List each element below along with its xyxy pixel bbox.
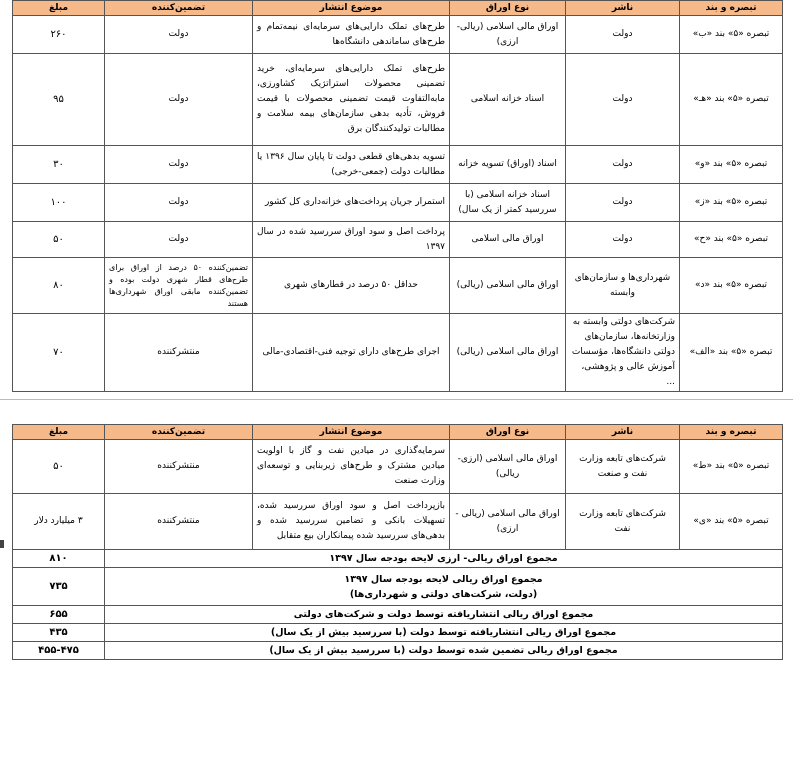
cell-issuer: شهرداری‌ها و سازمان‌های وابسته (566, 258, 680, 314)
cell-clause: تبصره «۵» بند «ز» (680, 184, 783, 222)
cell-clause: تبصره «۵» بند «ح» (680, 222, 783, 258)
cell-subject: استمرار جریان پرداخت‌های خزانه‌داری کل کشور (253, 184, 450, 222)
cell-type: اسناد خزانه اسلامی (با سررسید کمتر از یک سال) (450, 184, 566, 222)
header-clause: تبصره و بند (680, 1, 783, 16)
cell-type: اوراق مالی اسلامی (ریالی) (450, 258, 566, 314)
table-row (13, 54, 783, 146)
header-type: نوع اوراق (450, 1, 566, 16)
header-amount: مبلغ (13, 425, 105, 440)
summary-label: مجموع اوراق ریالی- ارزی لایحه بودجه سال ۱۳۹۷ (105, 550, 783, 568)
summary-sublabel: (دولت، شرکت‌های دولتی و شهرداری‌ها) (349, 588, 538, 600)
summary-label: مجموع اوراق ریالی لایحه بودجه سال ۱۳۹۷ (344, 573, 543, 585)
table-row (13, 314, 783, 392)
cell-subject: تسویه بدهی‌های قطعی دولت تا پایان سال ۱۳۹۶ یا مطالبات دولت (جمعی-خرجی) (253, 146, 450, 184)
table-row (13, 258, 783, 314)
cell-amount: ۸۰ (13, 258, 105, 314)
summary-row (13, 642, 783, 660)
cell-subject: اجرای طرح‌های دارای توجیه فنی-اقتصادی-مالی (253, 314, 450, 392)
summary-amount: ۶۵۵ (13, 606, 105, 624)
cell-issuer: شرکت‌های تابعه وزارت نفت (566, 494, 680, 550)
cell-clause: تبصره «۵» بند «د» (680, 258, 783, 314)
cell-issuer: دولت (566, 16, 680, 54)
budget-table-part1 (12, 0, 783, 392)
cell-amount: ۹۵ (13, 54, 105, 146)
cell-issuer: شرکت‌های تابعه وزارت نفت و صنعت (566, 440, 680, 494)
cell-type: اوراق مالی اسلامی (ریالی-ارزی) (450, 16, 566, 54)
cell-amount: ۵۰ (13, 222, 105, 258)
header-subject: موضوع انتشار (253, 1, 450, 16)
header-subject: موضوع انتشار (253, 425, 450, 440)
budget-table-part2 (12, 424, 783, 660)
table-row (13, 222, 783, 258)
header-guarantor: تضمین‌کننده (105, 1, 253, 16)
cell-guarantor: دولت (105, 16, 253, 54)
cell-subject: طرح‌های تملک دارایی‌های سرمایه‌ای، خرید تضمینی محصولات استراتژیک کشاورزی، مابه‌التفاوت قیمت تضمینی محصولات با قیمت فروش، تأدیه بدهی سازمان‌های بیمه سلامت و مطالبات تولیدکنندگان برق (253, 54, 450, 146)
cell-issuer: دولت (566, 184, 680, 222)
cell-amount: ۱۰۰ (13, 184, 105, 222)
cell-subject: بازپرداخت اصل و سود اوراق سررسید شده، تسهیلات بانکی و تضامین سررسید شده و بدهی‌های سررسید شده پیمانکاران بیع متقابل (253, 494, 450, 550)
cell-guarantor: منتشرکننده (105, 494, 253, 550)
summary-row (13, 624, 783, 642)
cell-subject: پرداخت اصل و سود اوراق سررسید شده در سال ۱۳۹۷ (253, 222, 450, 258)
summary-amount: ۴۵۵-۴۷۵ (13, 642, 105, 660)
cell-subject: سرمایه‌گذاری در میادین نفت و گاز با اولویت میادین مشترک و طرح‌های زیربنایی و توسعه‌ای وزارت صنعت (253, 440, 450, 494)
summary-amount: ۸۱۰ (13, 550, 105, 568)
summary-row (13, 606, 783, 624)
cell-amount: ۷۰ (13, 314, 105, 392)
table-header-row (13, 1, 783, 16)
cell-clause: تبصره «۵» بند «ب» (680, 16, 783, 54)
summary-row (13, 550, 783, 568)
cell-clause: تبصره «۵» بند «و» (680, 146, 783, 184)
cell-clause: تبصره «۵» بند «الف» (680, 314, 783, 392)
margin-marker (0, 540, 4, 548)
cell-subject: حداقل ۵۰ درصد در قطارهای شهری (253, 258, 450, 314)
summary-label: مجموع اوراق ریالی انتشاریافته توسط دولت و شرکت‌های دولتی (105, 606, 783, 624)
header-issuer: ناشر (566, 425, 680, 440)
cell-clause: تبصره «۵» بند «هـ» (680, 54, 783, 146)
cell-clause: تبصره «۵» بند «ط» (680, 440, 783, 494)
summary-amount: ۷۳۵ (13, 568, 105, 606)
cell-amount: ۳ میلیارد دلار (13, 494, 105, 550)
table-row (13, 16, 783, 54)
table-row (13, 146, 783, 184)
cell-type: اوراق مالی اسلامی (ریالی) (450, 314, 566, 392)
cell-issuer-text: شرکت‌های دولتی وابسته به وزارتخانه‌ها، سازمان‌های دولتی دانشگاه‌ها، مؤسسات آموزش عالی و پژوهشی، ... (571, 317, 675, 387)
cell-guarantor: دولت (105, 222, 253, 258)
table-row (13, 440, 783, 494)
header-clause: تبصره و بند (680, 425, 783, 440)
table-row (13, 184, 783, 222)
cell-guarantor: منتشرکننده (105, 440, 253, 494)
cell-type: اوراق مالی اسلامی (ارزی-ریالی) (450, 440, 566, 494)
cell-type: اوراق مالی اسلامی (ریالی - ارزی) (450, 494, 566, 550)
header-issuer: ناشر (566, 1, 680, 16)
cell-subject: طرح‌های تملک دارایی‌های سرمایه‌ای نیمه‌تمام و طرح‌های ساماندهی دانشگاه‌ها (253, 16, 450, 54)
cell-clause: تبصره «۵» بند «ی» (680, 494, 783, 550)
cell-guarantor: منتشرکننده (105, 314, 253, 392)
cell-issuer (566, 314, 680, 392)
cell-issuer: دولت (566, 54, 680, 146)
cell-type: اوراق مالی اسلامی (450, 222, 566, 258)
cell-type: اسناد خزانه اسلامی (450, 54, 566, 146)
header-amount: مبلغ (13, 1, 105, 16)
cell-guarantor: دولت (105, 54, 253, 146)
cell-guarantor: تضمین‌کننده ۵۰ درصد از اوراق برای طرح‌های قطار شهری دولت بوده و تضمین‌کننده مابقی اوراق شهرداری‌ها هستند (105, 258, 253, 314)
table-row (13, 494, 783, 550)
summary-amount: ۴۳۵ (13, 624, 105, 642)
cell-amount: ۳۰ (13, 146, 105, 184)
cell-guarantor: دولت (105, 184, 253, 222)
cell-amount: ۲۶۰ (13, 16, 105, 54)
cell-issuer: دولت (566, 146, 680, 184)
header-type: نوع اوراق (450, 425, 566, 440)
cell-amount: ۵۰ (13, 440, 105, 494)
summary-label-cell (105, 568, 783, 606)
page-break-divider (0, 399, 793, 400)
summary-row (13, 568, 783, 606)
cell-guarantor: دولت (105, 146, 253, 184)
cell-issuer: دولت (566, 222, 680, 258)
summary-label: مجموع اوراق ریالی تضمین شده توسط دولت (با سررسید بیش از یک سال) (105, 642, 783, 660)
cell-type: اسناد (اوراق) تسویه خزانه (450, 146, 566, 184)
summary-label: مجموع اوراق ریالی انتشاریافته توسط دولت (با سررسید بیش از یک سال) (105, 624, 783, 642)
header-guarantor: تضمین‌کننده (105, 425, 253, 440)
table-header-row (13, 425, 783, 440)
